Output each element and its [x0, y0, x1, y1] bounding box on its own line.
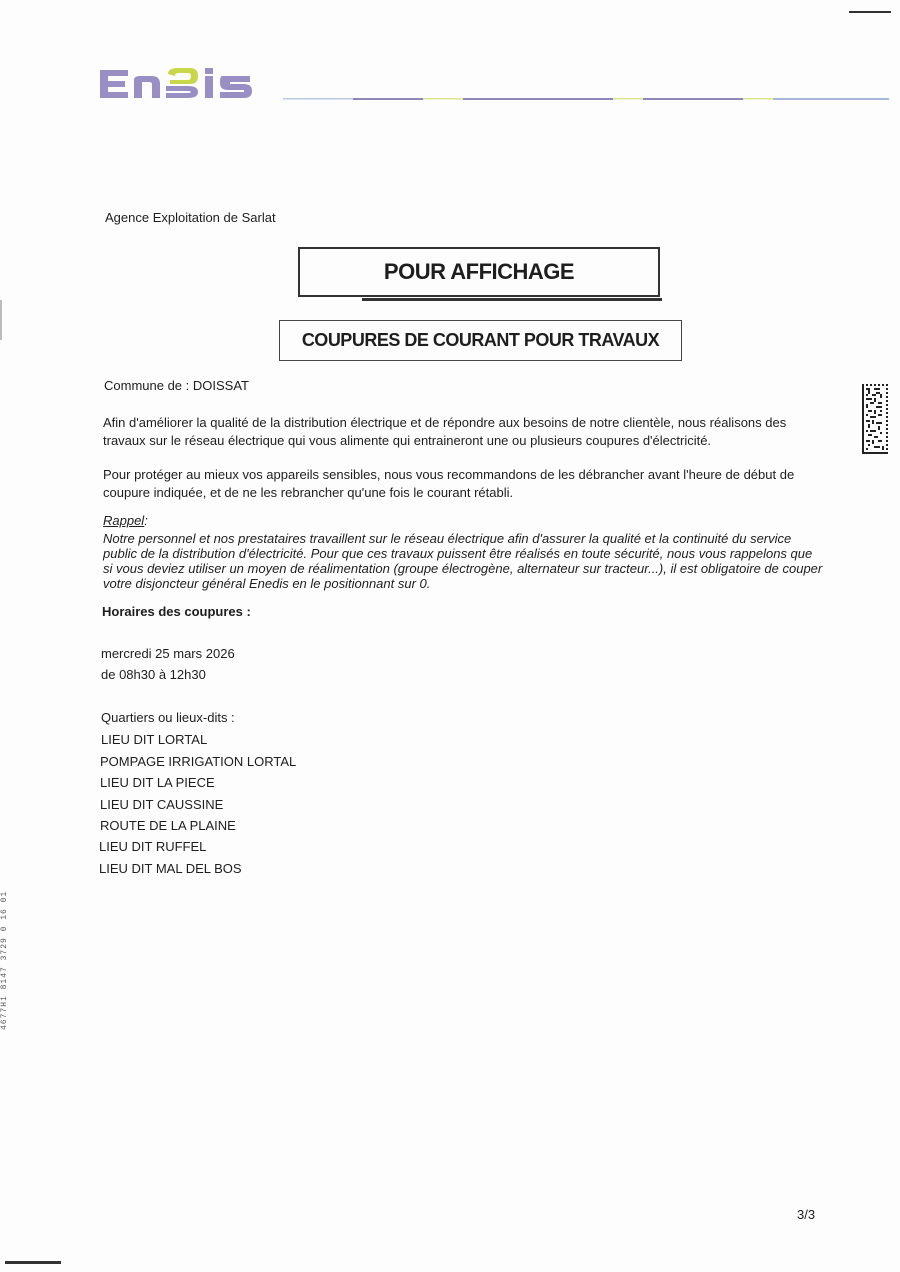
header-divider: [283, 96, 889, 102]
place-item: LIEU DIT LA PIECE: [100, 775, 215, 790]
agency-name: Agence Exploitation de Sarlat: [105, 210, 276, 225]
datamatrix-code-icon: [862, 384, 888, 454]
page-number: 3/3: [797, 1207, 816, 1222]
rappel-text: Notre personnel et nos prestataires travaillent sur le réseau électrique afin d'assurer la qualité et la continuité du service public de la distribution d'électricité. Pour que ces travaux puissent être réalisés en toute sécurité, nous vous rappelons que si vous deviez utiliser un moyen de réalimentation (groupe électrogène, alternateur sur tracteur...), il est obligatoire de couper votre disjoncteur général Enedis en le positionnant sur 0.: [103, 531, 823, 591]
outage-time: de 08h30 à 12h30: [101, 667, 206, 682]
rappel-heading: [103, 513, 148, 528]
rappel-heading-colon: :: [144, 513, 148, 528]
notice-title: [279, 320, 682, 361]
places-heading: Quartiers ou lieux-dits :: [101, 710, 235, 725]
scan-edge-mark: [0, 300, 2, 340]
intro-paragraph: Afin d'améliorer la qualité de la distribution électrique et de répondre aux besoins de notre clientèle, nous réalisons des travaux sur le réseau électrique qui vous alimente qui entraineront une ou plusieurs coupures d'électricité.: [103, 415, 787, 448]
advice-paragraph: Pour protéger au mieux vos appareils sensibles, nous vous recommandons de les débrancher avant l'heure de début de coupure indiquée, et de ne les rebrancher qu'une fois le courant rétabli.: [103, 467, 795, 500]
posting-banner: [298, 247, 660, 297]
commune-label: Commune de : DOISSAT: [104, 378, 249, 393]
schedule-heading: Horaires des coupures :: [102, 604, 251, 619]
place-item: POMPAGE IRRIGATION LORTAL: [100, 754, 297, 769]
enedis-logo: [98, 62, 270, 106]
notice-title-text: COUPURES DE COURANT POUR TRAVAUX: [301, 330, 660, 350]
outage-date: mercredi 25 mars 2026: [101, 646, 235, 661]
place-item: LIEU DIT LORTAL: [101, 732, 208, 747]
posting-banner-text: POUR AFFICHAGE: [383, 259, 575, 284]
rappel-heading-text: Rappel: [103, 513, 145, 528]
banner-shadow: [362, 298, 662, 301]
scan-bottom-mark: [5, 1261, 61, 1264]
place-item: ROUTE DE LA PLAINE: [100, 818, 236, 833]
place-item: LIEU DIT RUFFEL: [99, 839, 207, 854]
scan-corner-mark: [849, 11, 891, 13]
place-item: LIEU DIT CAUSSINE: [100, 797, 224, 812]
place-item: LIEU DIT MAL DEL BOS: [99, 861, 242, 876]
scan-side-code: 4677H1 8147 3729 0 16 01: [0, 890, 9, 1030]
